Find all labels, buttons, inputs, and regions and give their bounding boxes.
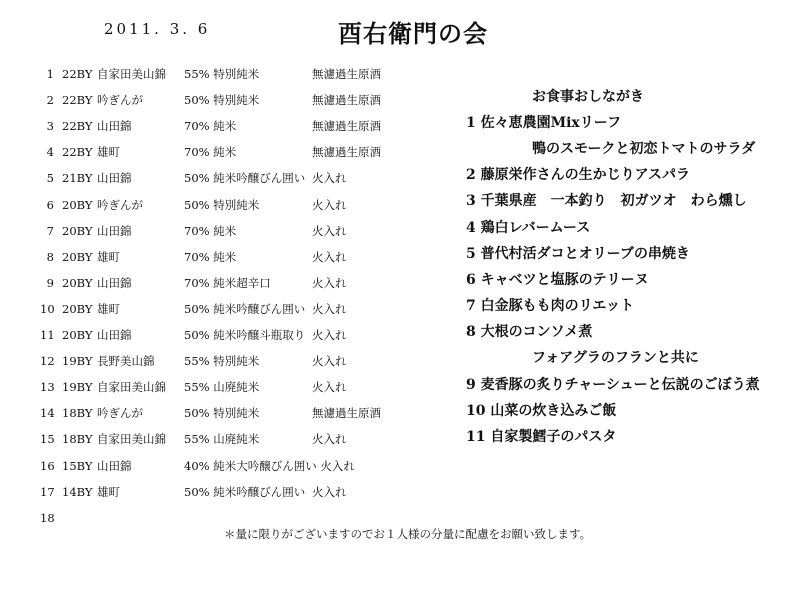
sake-number: 2 <box>46 93 54 108</box>
rice-variety: 山田錦 <box>97 119 132 134</box>
brewing-year: 18BY <box>62 406 93 421</box>
sake-number: 17 <box>40 484 55 499</box>
sake-row <box>0 327 420 353</box>
brewing-year: 19BY <box>62 380 93 395</box>
sake-row <box>0 223 420 249</box>
sake-number: 4 <box>46 145 54 160</box>
brewing-year: 22BY <box>62 119 93 134</box>
sake-spec: 50% 特別純米 <box>184 197 260 212</box>
sake-spec: 70% 純米 <box>184 145 237 160</box>
rice-variety: 山田錦 <box>97 458 132 473</box>
rice-variety: 山田錦 <box>97 328 132 342</box>
sake-number: 6 <box>46 197 54 212</box>
sake-row <box>0 118 420 144</box>
sake-spec: 50% 純米吟醸びん囲い <box>184 484 306 499</box>
sake-spec: 50% 純米吟醸びん囲い <box>184 171 306 186</box>
sake-row <box>0 249 420 275</box>
sake-note: 火入れ <box>312 432 347 447</box>
rice-variety: 雄町 <box>97 484 120 499</box>
sake-spec: 50% 特別純米 <box>184 406 260 421</box>
sake-number: 5 <box>46 171 54 186</box>
sake-spec: 40% 純米大吟醸びん囲い 火入れ <box>184 458 355 473</box>
sake-spec: 55% 山廃純米 <box>184 432 260 447</box>
sake-note: 無濾過生原酒 <box>312 67 381 81</box>
brewing-year: 19BY <box>62 354 93 369</box>
rice-variety: 雄町 <box>97 249 120 264</box>
brewing-year: 20BY <box>62 249 93 264</box>
page-title: 酉右衛門の会 <box>338 19 488 48</box>
sake-row <box>0 170 420 196</box>
sake-note: 火入れ <box>312 171 347 186</box>
sake-spec: 55% 特別純米 <box>184 67 260 81</box>
sake-note: 火入れ <box>312 275 347 290</box>
menu-item-sub: フォアグラのフランと共に <box>532 350 699 366</box>
rice-variety: 自家田美山錦 <box>97 67 166 81</box>
rice-variety: 吟ぎんが <box>97 93 143 108</box>
sake-row <box>0 431 420 457</box>
sake-note: 火入れ <box>312 354 347 369</box>
sake-note: 火入れ <box>312 328 347 342</box>
menu-item: 5 普代村活ダコとオリーブの串焼き <box>466 246 690 262</box>
sake-note: 無濾過生原酒 <box>312 145 381 160</box>
menu-item: 6 キャベツと塩豚のテリーヌ <box>466 272 649 288</box>
rice-variety: 自家田美山錦 <box>97 380 166 395</box>
brewing-year: 20BY <box>62 301 93 316</box>
sake-spec: 55% 山廃純米 <box>184 380 260 395</box>
brewing-year: 22BY <box>62 67 93 81</box>
menu-item: 1 佐々恵農園Mixリーフ <box>466 115 622 131</box>
sake-number: 16 <box>40 458 55 473</box>
brewing-year: 20BY <box>62 328 93 342</box>
sake-note: 無濾過生原酒 <box>312 93 381 108</box>
brewing-year: 15BY <box>62 458 93 473</box>
sake-row <box>0 197 420 223</box>
rice-variety: 長野美山錦 <box>97 354 155 369</box>
sake-number: 9 <box>46 275 54 290</box>
sake-spec: 50% 純米吟醸斗瓶取り <box>184 328 306 342</box>
menu-item-sub: 鴨のスモークと初恋トマトのサラダ <box>532 141 756 157</box>
menu-item: 3 千葉県産 一本釣り 初ガツオ わら燻し <box>466 193 747 209</box>
sake-number: 7 <box>46 223 54 238</box>
brewing-year: 18BY <box>62 432 93 447</box>
sake-spec: 55% 特別純米 <box>184 354 260 369</box>
brewing-year: 20BY <box>62 197 93 212</box>
sake-number: 10 <box>40 301 55 316</box>
sake-number: 11 <box>40 328 55 342</box>
sake-row <box>0 144 420 170</box>
rice-variety: 吟ぎんが <box>97 197 143 212</box>
brewing-year: 20BY <box>62 223 93 238</box>
sake-spec: 70% 純米 <box>184 223 237 238</box>
sake-spec: 70% 純米超辛口 <box>184 275 271 290</box>
sake-number: 15 <box>40 432 55 447</box>
brewing-year: 22BY <box>62 145 93 160</box>
event-date: 2011. 3. 6 <box>104 20 211 38</box>
sake-spec: 70% 純米 <box>184 119 237 134</box>
sake-note: 火入れ <box>312 223 347 238</box>
rice-variety: 雄町 <box>97 301 120 316</box>
rice-variety: 山田錦 <box>97 275 132 290</box>
menu-item: 2 藤原栄作さんの生かじりアスパラ <box>466 167 691 183</box>
sake-note: 火入れ <box>312 197 347 212</box>
rice-variety: 自家田美山錦 <box>97 432 166 447</box>
sake-spec: 50% 特別純米 <box>184 93 260 108</box>
sake-row <box>0 405 420 431</box>
rice-variety: 山田錦 <box>97 171 132 186</box>
menu-item: 7 白金豚もも肉のリエット <box>466 298 635 314</box>
rice-variety: 山田錦 <box>97 223 132 238</box>
sake-row <box>0 275 420 301</box>
footer-note: ＊量に限りがございますのでお１人様の分量に配慮をお願い致します。 <box>224 527 592 541</box>
menu-item: 8 大根のコンソメ煮 <box>466 324 593 340</box>
sake-note: 火入れ <box>312 484 347 499</box>
sake-number: 3 <box>46 119 54 134</box>
sake-number: 18 <box>40 510 55 525</box>
sake-spec: 70% 純米 <box>184 249 237 264</box>
sake-row <box>0 458 420 484</box>
brewing-year: 22BY <box>62 93 93 108</box>
sake-row <box>0 353 420 379</box>
menu-item: 10 山菜の炊き込みご飯 <box>466 403 617 419</box>
menu-item: 9 麦香豚の炙りチャーシューと伝説のごぼう煮 <box>466 377 760 393</box>
sake-note: 火入れ <box>312 380 347 395</box>
rice-variety: 雄町 <box>97 145 120 160</box>
menu-item: 11 自家製鱈子のパスタ <box>466 429 617 445</box>
sake-note: 無濾過生原酒 <box>312 406 381 421</box>
menu-item: 4 鶏白レバームース <box>466 220 591 236</box>
sake-note: 火入れ <box>312 249 347 264</box>
sake-number: 14 <box>40 406 55 421</box>
brewing-year: 20BY <box>62 275 93 290</box>
brewing-year: 14BY <box>62 484 93 499</box>
sake-number: 1 <box>46 67 54 81</box>
sake-note: 火入れ <box>312 301 347 316</box>
menu-heading: お食事おしながき <box>532 89 644 105</box>
sake-number: 12 <box>40 354 55 369</box>
sake-spec: 50% 純米吟醸びん囲い <box>184 301 306 316</box>
sake-row <box>0 484 420 510</box>
sake-note: 無濾過生原酒 <box>312 119 381 134</box>
rice-variety: 吟ぎんが <box>97 406 143 421</box>
sake-number: 8 <box>46 249 54 264</box>
brewing-year: 21BY <box>62 171 93 186</box>
sake-row <box>0 92 420 118</box>
sake-row <box>0 66 420 92</box>
sake-row <box>0 301 420 327</box>
sake-row <box>0 379 420 405</box>
sake-number: 13 <box>40 380 55 395</box>
